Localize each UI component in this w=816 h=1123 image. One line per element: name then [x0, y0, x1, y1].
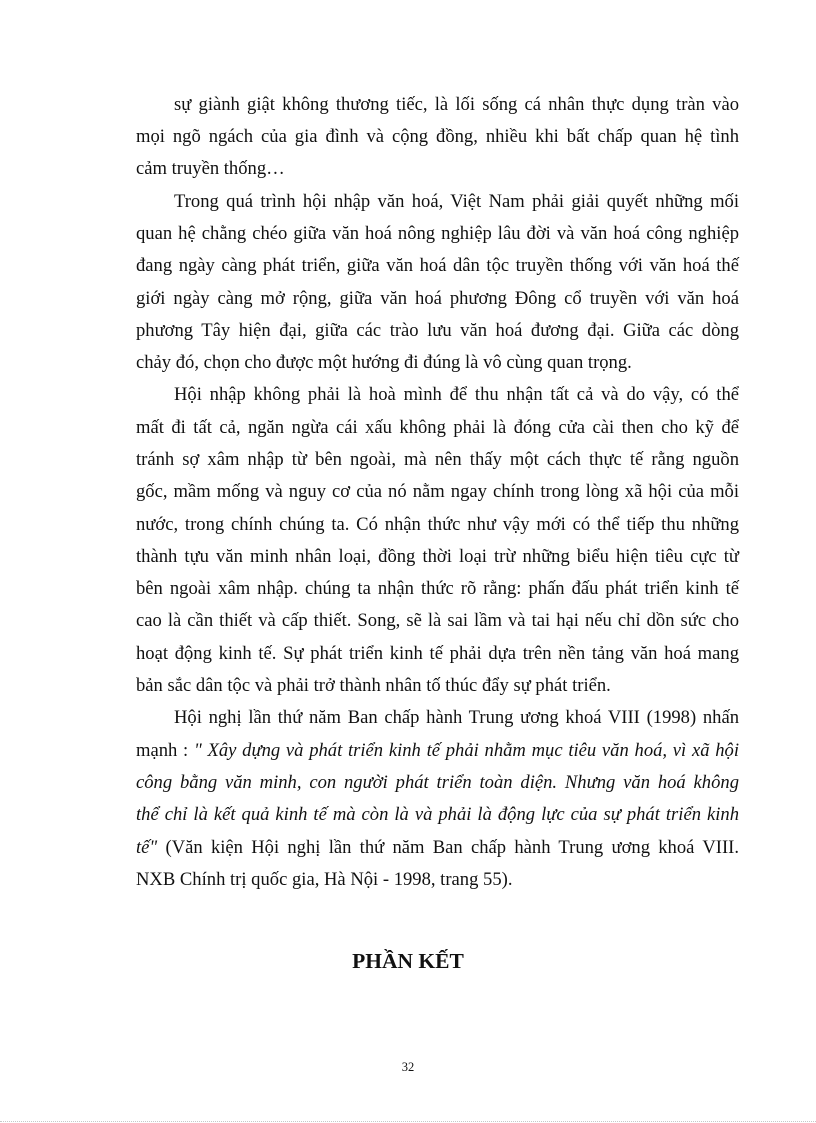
paragraph-line: gốc, mầm mống và nguy cơ của nó nằm ngay chính trong lòng xã hội của mỗi: [136, 481, 739, 502]
paragraph-line: quan hệ chằng chéo giữa văn hoá nông nghiệp lâu đời và văn hoá công nghiệp: [136, 223, 739, 244]
page-bottom-divider: [0, 1121, 816, 1122]
paragraph-line: thành tựu văn minh nhân loại, đồng thời loại trừ những biểu hiện tiêu cực từ: [136, 546, 739, 567]
paragraph-line: mọi ngõ ngách của gia đình và cộng đồng, nhiều khi bất chấp quan hệ tình: [136, 126, 739, 147]
paragraph-line: chảy đó, chọn cho được một hướng đi đúng là vô cùng quan trọng.: [136, 352, 632, 373]
paragraph-line: cảm truyền thống…: [136, 158, 285, 179]
paragraph-line: bên ngoài xâm nhập. chúng ta nhận thức rõ rằng: phấn đấu phát triển kinh tế: [136, 578, 739, 599]
paragraph-line: [136, 832, 739, 864]
paragraph-line: giới ngày càng mở rộng, giữa văn hoá phương Đông cổ truyền với văn hoá: [136, 288, 739, 309]
quotation-text: " Xây dựng và phát triển kinh tế phải nhằm mục tiêu văn hoá, vì xã hội: [193, 740, 739, 761]
page-number: 32: [401, 1060, 415, 1074]
paragraph-line: đang ngày càng phát triển, giữa văn hoá dân tộc truyền thống với văn hoá thế: [136, 255, 739, 276]
paragraph-line: nước, trong chính chúng ta. Có nhận thức như vậy mới có thể tiếp thu những: [136, 514, 739, 535]
text-run: mạnh :: [136, 740, 194, 761]
quotation-text: thể chỉ là kết quả kinh tế mà còn là và phải là động lực của sự phát triển kinh: [136, 804, 739, 825]
paragraph-line: [136, 735, 739, 767]
paragraph-line: hoạt động kinh tế. Sự phát triển kinh tế phải dựa trên nền tảng văn hoá mang: [136, 643, 739, 664]
paragraph-line: NXB Chính trị quốc gia, Hà Nội - 1998, trang 55).: [136, 869, 513, 890]
paragraph-line: cao là cần thiết và cấp thiết. Song, sẽ là sai lầm và tai hại nếu chỉ dồn sức cho: [136, 610, 739, 631]
paragraph-line: mất đi tất cả, ngăn ngừa cái xấu không phải là đóng cửa cài then cho kỹ để: [136, 417, 739, 438]
paragraph-line: Hội nhập không phải là hoà mình để thu nhận tất cả và do vậy, có thể: [174, 384, 739, 405]
paragraph-line: phương Tây hiện đại, giữa các trào lưu văn hoá đương đại. Giữa các dòng: [136, 320, 739, 341]
paragraph-line: Hội nghị lần thứ năm Ban chấp hành Trung ương khoá VIII (1998) nhấn: [174, 707, 739, 728]
paragraph-line: Trong quá trình hội nhập văn hoá, Việt Nam phải giải quyết những mối: [174, 191, 739, 212]
citation-text: (Văn kiện Hội nghị lần thứ năm Ban chấp hành Trung ương khoá VIII.: [157, 837, 739, 858]
paragraph-line: [136, 799, 739, 831]
paragraph-line: bản sắc dân tộc và phải trở thành nhân tố thúc đẩy sự phát triển.: [136, 675, 611, 696]
paragraph-line: sự giành giật không thương tiếc, là lối sống cá nhân thực dụng tràn vào: [174, 94, 739, 115]
section-heading: PHẦN KẾT: [352, 949, 464, 973]
quotation-text: tế": [136, 837, 158, 858]
quotation-text: công bằng văn minh, con người phát triển toàn diện. Nhưng văn hoá không: [136, 772, 739, 793]
paragraph-line: [136, 767, 739, 799]
paragraph-line: tránh sợ xâm nhập từ bên ngoài, mà nên thấy một cách thực tế rằng nguồn: [136, 449, 739, 470]
